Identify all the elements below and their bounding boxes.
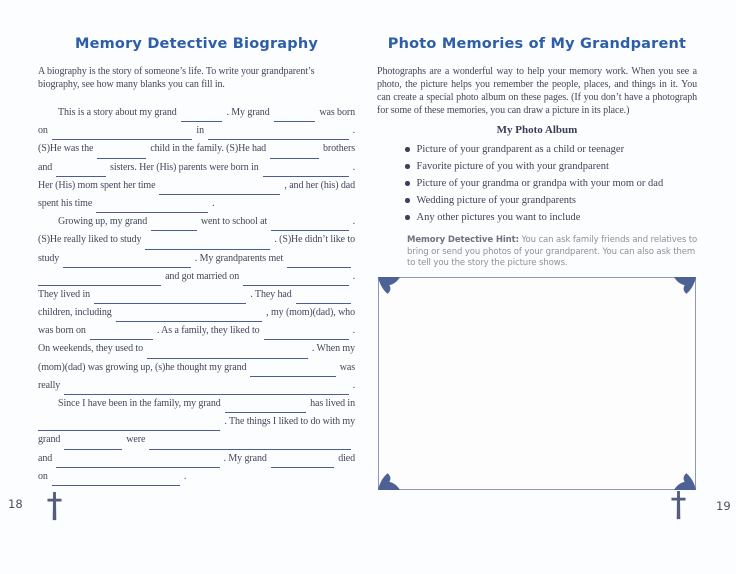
story-text: and xyxy=(38,161,53,173)
story-text: (S)He really liked to study xyxy=(38,234,142,246)
blank-field xyxy=(147,357,308,359)
story-line xyxy=(38,234,355,252)
story-text: died xyxy=(338,452,355,464)
story-line xyxy=(38,434,355,452)
bullet-icon xyxy=(405,198,410,203)
blank-field xyxy=(181,120,223,122)
story-line xyxy=(38,289,355,307)
story-line xyxy=(38,107,355,125)
story-line xyxy=(38,343,355,361)
story-text: . xyxy=(352,379,355,391)
photo-frame xyxy=(378,277,696,490)
story-text: . The things I liked to do with my xyxy=(224,416,355,428)
bullet-icon xyxy=(405,164,410,169)
story-line xyxy=(38,180,355,198)
story-line xyxy=(38,271,355,289)
page-number-left: 18 xyxy=(8,497,23,511)
blank-field xyxy=(64,393,348,395)
story-text: . xyxy=(352,216,355,228)
photo-corner-bottom-right-icon xyxy=(673,467,696,490)
story-text: They lived in xyxy=(38,288,91,300)
story-text: Since I have been in the family, my grand xyxy=(58,398,221,409)
story-line xyxy=(38,380,355,398)
story-text: was born xyxy=(319,107,355,118)
story-text: went to school at xyxy=(200,216,268,228)
page-number-right: 19 xyxy=(716,499,731,513)
photo-album-heading: My Photo Album xyxy=(496,124,578,136)
album-list-item xyxy=(405,175,697,192)
story-text: has lived in xyxy=(310,398,355,409)
story-text: on xyxy=(38,470,48,482)
blank-field xyxy=(52,484,180,486)
blank-field xyxy=(56,466,219,468)
story-line xyxy=(38,125,355,143)
photo-corner-top-left-icon xyxy=(378,277,401,300)
left-intro-paragraph: A biography is the story of someone’s life. To write your grandparent’s biography, see how many blanks you can fill in. xyxy=(38,66,315,90)
album-list-item xyxy=(405,158,697,175)
story-text: child in the family. (S)He had xyxy=(150,143,267,155)
cross-icon xyxy=(47,491,62,521)
story-text: On weekends, they used to xyxy=(38,343,143,355)
story-line xyxy=(38,307,355,325)
story-text: Her (His) mom spent her time xyxy=(38,179,156,191)
right-page xyxy=(377,30,697,270)
blank-field xyxy=(151,229,197,231)
album-item-label: Favorite picture of you with your grandparent xyxy=(416,161,609,172)
blank-field xyxy=(270,157,319,159)
story-line xyxy=(38,162,355,180)
photo-corner-top-right-icon xyxy=(673,277,696,300)
story-text: grand xyxy=(38,434,61,446)
story-text: was xyxy=(339,361,355,373)
story-text: . xyxy=(352,325,355,337)
blank-field xyxy=(94,302,246,304)
story-text: sisters. Her (His) parents were born in xyxy=(110,161,259,173)
blank-field xyxy=(116,320,263,322)
story-text: . When my xyxy=(311,343,355,355)
blank-field xyxy=(145,248,270,250)
blank-field xyxy=(90,338,153,340)
story-text: . My grand xyxy=(226,107,270,118)
story-line xyxy=(38,453,355,471)
story-text: in xyxy=(196,125,204,137)
blank-field xyxy=(287,266,351,268)
bullet-icon xyxy=(405,147,410,152)
biography-fill-in-story xyxy=(38,107,355,489)
story-text: on xyxy=(38,125,48,137)
blank-field xyxy=(296,302,351,304)
story-line xyxy=(38,198,355,216)
album-item-label: Wedding picture of your grandparents xyxy=(416,195,577,206)
photo-corner-bottom-left-icon xyxy=(378,467,401,490)
bullet-icon xyxy=(405,215,410,220)
story-text: . xyxy=(352,270,355,282)
story-line xyxy=(38,471,355,489)
blank-field xyxy=(264,338,349,340)
blank-field xyxy=(263,175,349,177)
album-item-label: Any other pictures you want to include xyxy=(416,212,581,223)
memory-detective-hint xyxy=(407,235,699,270)
story-text: . My grand xyxy=(223,452,267,464)
album-item-label: Picture of your grandma or grandpa with your mom or dad xyxy=(416,178,664,189)
photo-album-list xyxy=(377,141,697,226)
blank-field xyxy=(64,448,122,450)
album-list-item xyxy=(405,209,697,226)
story-text: and xyxy=(38,452,53,464)
blank-field xyxy=(250,375,335,377)
story-text: . My grandparents met xyxy=(194,252,284,264)
story-text: study xyxy=(38,252,60,264)
bullet-icon xyxy=(405,181,410,186)
story-text: . xyxy=(212,197,215,209)
story-text: . As a family, they liked to xyxy=(156,325,260,337)
blank-field xyxy=(225,411,306,413)
blank-field xyxy=(271,229,348,231)
story-text: brothers xyxy=(323,143,355,155)
right-intro-paragraph: Photographs are a wonderful way to help your memory work. When you see a photo, the picture helps you remember the people, places, and things in it. You can create a special photo album on these pages. (If you don’t have a photograph for some of these memories, you can draw a picture in its place.) xyxy=(377,66,697,116)
story-line xyxy=(38,143,355,161)
story-text: . xyxy=(183,470,187,482)
blank-field xyxy=(96,211,208,213)
blank-field xyxy=(208,138,349,140)
album-list-item xyxy=(405,192,697,209)
blank-field xyxy=(274,120,316,122)
story-text: (S)He was the xyxy=(38,143,94,155)
album-list-item xyxy=(405,141,697,158)
story-text: children, including xyxy=(38,307,112,319)
story-text: really xyxy=(38,379,61,391)
story-text: was born on xyxy=(38,325,86,337)
story-text: (mom)(dad) was growing up, (s)he thought my grand xyxy=(38,361,247,373)
story-text: spent his time xyxy=(38,197,93,209)
story-text: . xyxy=(352,125,355,137)
story-line xyxy=(38,216,355,234)
story-text: . xyxy=(352,161,355,173)
right-page-title: Photo Memories of My Grandparent xyxy=(387,36,687,52)
blank-field xyxy=(159,193,280,195)
story-line xyxy=(38,253,355,271)
left-page-title: Memory Detective Biography xyxy=(74,36,319,52)
blank-field xyxy=(56,175,106,177)
blank-field xyxy=(38,429,220,431)
story-text: This is a story about my grand xyxy=(58,107,177,118)
blank-field xyxy=(38,284,161,286)
story-line xyxy=(38,398,355,416)
story-text: Growing up, my grand xyxy=(58,216,148,228)
story-line xyxy=(38,416,355,434)
story-text: , my (mom)(dad), who xyxy=(266,307,355,319)
album-item-label: Picture of your grandparent as a child or teenager xyxy=(416,144,625,155)
blank-field xyxy=(63,266,191,268)
story-line xyxy=(38,362,355,380)
story-text: . They had xyxy=(250,288,292,300)
blank-field xyxy=(52,138,193,140)
blank-field xyxy=(149,448,351,450)
left-page xyxy=(38,30,355,489)
story-text: were xyxy=(126,434,146,446)
blank-field xyxy=(243,284,349,286)
story-text: , and her (his) dad xyxy=(284,179,355,191)
story-text: and got married on xyxy=(165,270,240,282)
hint-label: Memory Detective Hint: xyxy=(407,235,519,245)
hint-text: You can ask family friends and relatives to bring or send you photos of your grandparent. You can also ask them to tell you the story the picture shows. xyxy=(407,235,698,268)
blank-field xyxy=(97,157,146,159)
cross-icon xyxy=(671,490,686,520)
story-line xyxy=(38,325,355,343)
blank-field xyxy=(271,466,334,468)
story-text: . (S)He didn’t like to xyxy=(274,234,355,246)
